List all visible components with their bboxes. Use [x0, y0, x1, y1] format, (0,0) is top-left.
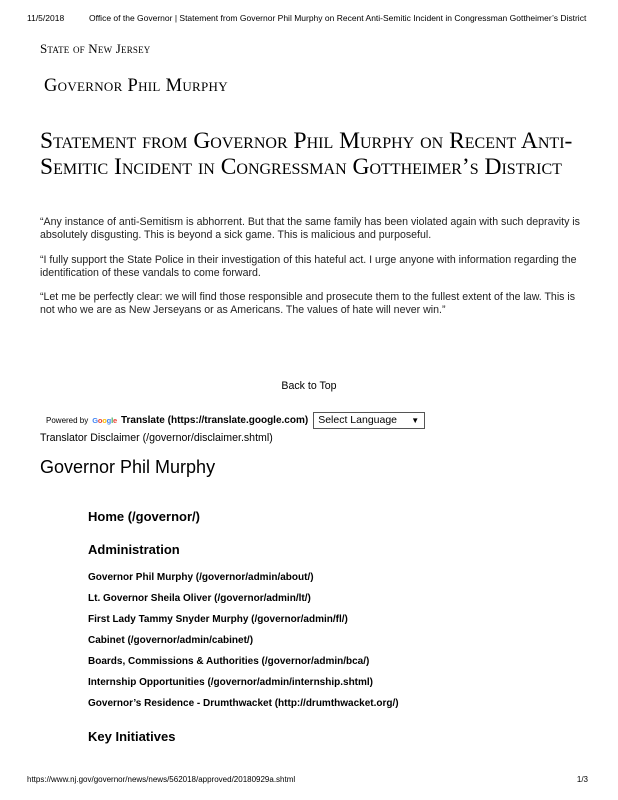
print-page-title: Office of the Governor | Statement from Governor Phil Murphy on Recent Anti-Semitic Incident in Congressman Gottheimer’s District — [89, 13, 587, 23]
nav-home-link[interactable]: Home (/governor/) — [88, 509, 200, 524]
statement-paragraph-2: “I fully support the State Police in their investigation of this hateful act. I urge anyone with information regarding the identification of these vandals to come forward. — [40, 254, 577, 279]
google-translate-bar — [46, 411, 425, 429]
statement-title: Statement from Governor Phil Murphy on Recent Anti-Semitic Incident in Congressman Gottheimer’s District — [40, 128, 573, 180]
nav-item-cabinet[interactable]: Cabinet (/governor/admin/cabinet/) — [88, 635, 254, 646]
nav-key-initiatives-heading: Key Initiatives — [88, 729, 176, 744]
nav-administration-heading: Administration — [88, 542, 180, 557]
dropdown-arrow-icon: ▼ — [411, 415, 420, 425]
translator-disclaimer-link[interactable]: Translator Disclaimer (/governor/disclaimer.shtml) — [40, 432, 273, 444]
select-language-dropdown[interactable] — [313, 412, 425, 429]
powered-by-label: Powered by — [46, 415, 89, 425]
nav-item-boards[interactable]: Boards, Commissions & Authorities (/governor/admin/bca/) — [88, 656, 370, 667]
governor-site-link[interactable]: Governor Phil Murphy — [44, 76, 228, 96]
nav-item-lt-governor[interactable]: Lt. Governor Sheila Oliver (/governor/admin/lt/) — [88, 593, 311, 604]
select-language-value: Select Language — [318, 414, 398, 426]
google-logo: Google — [92, 415, 117, 425]
state-of-nj-link[interactable]: State of New Jersey — [40, 41, 151, 56]
print-url: https://www.nj.gov/governor/news/news/562018/approved/20180929a.shtml — [27, 775, 296, 784]
back-to-top-link[interactable]: Back to Top — [281, 380, 337, 392]
nav-item-residence[interactable]: Governor’s Residence - Drumthwacket (http://drumthwacket.org/) — [88, 698, 399, 709]
print-footer — [27, 775, 588, 784]
nav-item-internship[interactable]: Internship Opportunities (/governor/admin/internship.shtml) — [88, 677, 374, 688]
nav-item-governor[interactable]: Governor Phil Murphy (/governor/admin/about/) — [88, 572, 314, 583]
print-header — [27, 13, 591, 23]
statement-paragraph-3: “Let me be perfectly clear: we will find those responsible and prosecute them to the fullest extent of the law. This is not who we are as New Jerseyans or as Americans. The values of hate will never win.” — [40, 291, 576, 316]
print-page-number: 1/3 — [576, 775, 588, 784]
google-translate-link[interactable]: Translate (https://translate.google.com) — [120, 414, 309, 426]
statement-paragraph-1: “Any instance of anti-Semitism is abhorrent. But that the same family has been violated again with such depravity is absolutely disgusting. This is beyond a sick game. This is malicious and purposeful. — [40, 216, 580, 241]
nav-item-first-lady[interactable]: First Lady Tammy Snyder Murphy (/governor/admin/fl/) — [88, 614, 348, 625]
footer-title: Governor Phil Murphy — [40, 457, 216, 477]
print-date: 11/5/2018 — [27, 13, 65, 23]
